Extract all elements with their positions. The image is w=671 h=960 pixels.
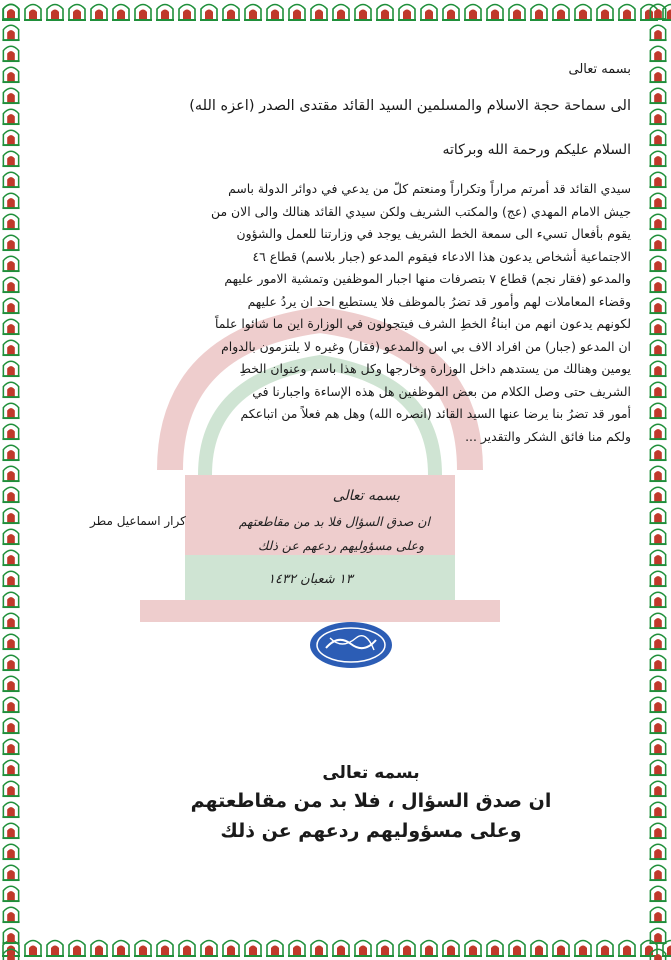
border-ornament-icon — [0, 945, 22, 960]
handwritten-line-1: ان صدق السؤال فلا بد من مقاطعتهم — [238, 514, 430, 529]
border-ornament-icon — [647, 651, 669, 672]
border-ornament-icon — [44, 0, 66, 22]
letter-body-line: أمور قد تضرُ بنا يرضا عنها السيد القائد (انصره الله) وهل هم فعلاً من اتباعكم — [240, 406, 631, 421]
border-ornament-icon — [647, 21, 669, 42]
border-ornament-icon — [647, 819, 669, 840]
border-ornament-icon — [0, 861, 22, 882]
border-ornament-icon — [647, 714, 669, 735]
border-ornament-icon — [308, 0, 330, 22]
border-ornament-icon — [647, 798, 669, 819]
border-ornament-icon — [0, 21, 22, 42]
border-ornament-icon — [0, 462, 22, 483]
border-ornament-icon — [0, 294, 22, 315]
letter-body — [97, 178, 631, 448]
border-ornament-icon — [647, 630, 669, 651]
border-ornament-icon — [0, 420, 22, 441]
letter-body-line: يقوم بأفعال تسيء الى سمعة الخط الشريف يوجد في وزارتنا للعمل والشؤون — [236, 226, 631, 241]
printed-reply — [171, 760, 571, 846]
border-ornament-icon — [0, 0, 22, 21]
letter-page — [40, 40, 631, 920]
border-ornament-icon — [0, 336, 22, 357]
border-ornament-icon — [22, 936, 44, 958]
letter-body-line: الشريف حتى وصل الكلام من بعض الموظفين هل هذه الإساءة واجبارنا في — [252, 383, 631, 399]
border-ornament-icon — [647, 693, 669, 714]
border-ornament-icon — [647, 609, 669, 630]
border-ornament-icon — [647, 63, 669, 84]
border-ornament-icon — [0, 735, 22, 756]
border-ornament-icon — [374, 936, 396, 958]
border-ornament-icon — [286, 0, 308, 22]
border-ornament-icon — [0, 651, 22, 672]
border-ornament-icon — [0, 63, 22, 84]
sender-name: كرار اسماعيل مطر — [90, 514, 186, 528]
border-ornament-icon — [616, 0, 638, 22]
border-ornament-icon — [110, 936, 132, 958]
letter-body-line: الاجتماعية أشخاص يدعون هذا الادعاء فيقوم المدعو (جبار بلاسم) قطاع ٤٦ — [252, 248, 631, 264]
border-ornament-icon — [647, 840, 669, 861]
border-ornament-icon — [462, 0, 484, 22]
border-ornament-icon — [0, 84, 22, 105]
border-ornament-icon — [550, 0, 572, 22]
border-ornament-icon — [66, 0, 88, 22]
border-ornament-icon — [0, 441, 22, 462]
border-ornament-icon — [647, 504, 669, 525]
border-ornament-icon — [647, 672, 669, 693]
border-ornament-icon — [647, 441, 669, 462]
border-ornament-icon — [528, 936, 550, 958]
border-ornament-icon — [647, 0, 669, 21]
border-ornament-icon — [647, 399, 669, 420]
border-ornament-icon — [647, 126, 669, 147]
letter-body-line: وقضاء المعاملات لهم وأمور قد تضرُ بالموظف فلا يستطيع احد ان يردُ عليهم — [247, 293, 631, 309]
border-ornament-icon — [647, 168, 669, 189]
border-ornament-icon — [647, 294, 669, 315]
letter-basmala: بسمه تعالى — [568, 62, 631, 77]
border-ornament-icon — [396, 0, 418, 22]
border-ornament-icon — [330, 0, 352, 22]
border-ornament-icon — [0, 105, 22, 126]
border-ornament-icon — [0, 609, 22, 630]
border-ornament-icon — [220, 0, 242, 22]
letter-body-line: سيدي القائد قد أمرتم مراراً وتكراراً ومنعتم كلّ من يدعي في دوائر الدولة باسم — [228, 181, 631, 196]
border-ornament-icon — [0, 546, 22, 567]
border-ornament-icon — [0, 798, 22, 819]
border-ornament-icon — [616, 936, 638, 958]
border-ornament-icon — [0, 693, 22, 714]
border-ornament-icon — [0, 504, 22, 525]
border-ornament-icon — [647, 378, 669, 399]
border-ornament-icon — [352, 0, 374, 22]
handwritten-line-2: وعلى مسؤوليهم ردعهم عن ذلك — [258, 538, 424, 553]
border-ornament-icon — [462, 936, 484, 958]
border-ornament-icon — [0, 924, 22, 945]
printed-reply-line-2: وعلى مسؤوليهم ردعهم عن ذلك — [220, 820, 522, 842]
border-ornament-icon — [286, 936, 308, 958]
border-ornament-icon — [647, 210, 669, 231]
border-ornament-icon — [506, 936, 528, 958]
border-ornament-icon — [0, 903, 22, 924]
border-ornament-icon — [0, 231, 22, 252]
border-ornament-icon — [647, 735, 669, 756]
border-ornament-icon — [0, 714, 22, 735]
letter-body-line: والمدعو (فقار نجم) قطاع ٧ بتصرفات منها اجبار الموظفين وتمشية الامور عليهم — [224, 271, 631, 286]
border-ornament-icon — [647, 861, 669, 882]
official-seal — [308, 620, 394, 670]
border-ornament-icon — [242, 936, 264, 958]
border-ornament-icon — [176, 936, 198, 958]
border-ornament-icon — [0, 819, 22, 840]
handwritten-reply — [220, 488, 430, 568]
border-ornament-icon — [647, 189, 669, 210]
border-ornament-icon — [647, 525, 669, 546]
letter-body-line: يومين وهنالك من يستدهم داخل الوزارة وخارجها وكل هذا باسم وعنوان الخطِ — [239, 361, 631, 376]
border-ornament-icon — [0, 189, 22, 210]
border-ornament-icon — [647, 567, 669, 588]
border-ornament-icon — [0, 630, 22, 651]
border-ornament-icon — [0, 252, 22, 273]
border-ornament-icon — [647, 546, 669, 567]
border-ornament-icon — [0, 882, 22, 903]
border-ornament-icon — [647, 777, 669, 798]
letter-greeting: السلام عليكم ورحمة الله وبركاته — [442, 142, 631, 158]
border-ornament-icon — [0, 126, 22, 147]
border-ornament-icon — [154, 936, 176, 958]
border-ornament-icon — [264, 0, 286, 22]
border-ornament-icon — [0, 168, 22, 189]
border-ornament-icon — [132, 936, 154, 958]
letter-body-line: لكونهم يدعون انهم من ابناءُ الخطِ الشرف فيتجولون في الوزارة اين ما شائوا علماً — [214, 316, 631, 331]
border-ornament-icon — [132, 0, 154, 22]
border-ornament-icon — [0, 777, 22, 798]
letter-body-line: جيش الامام المهدي (عج) والمكتب الشريف ولكن سيدي القائد هنالك والى الان من — [211, 203, 631, 219]
border-ornament-icon — [528, 0, 550, 22]
border-ornament-icon — [352, 936, 374, 958]
border-ornament-icon — [88, 0, 110, 22]
border-ornament-icon — [66, 936, 88, 958]
border-ornament-icon — [594, 936, 616, 958]
border-ornament-icon — [0, 483, 22, 504]
border-ornament-icon — [647, 903, 669, 924]
border-ornament-icon — [22, 0, 44, 22]
border-ornament-icon — [647, 882, 669, 903]
border-ornament-icon — [572, 0, 594, 22]
letter-addressee: الى سماحة حجة الاسلام والمسلمين السيد القائد مقتدى الصدر (اعزه الله) — [189, 98, 631, 114]
border-bottom — [0, 936, 671, 960]
border-top — [0, 0, 671, 24]
border-ornament-icon — [0, 672, 22, 693]
border-ornament-icon — [110, 0, 132, 22]
border-ornament-icon — [506, 0, 528, 22]
border-ornament-icon — [484, 936, 506, 958]
border-ornament-icon — [550, 936, 572, 958]
border-ornament-icon — [647, 924, 669, 945]
border-ornament-icon — [88, 936, 110, 958]
border-ornament-icon — [647, 420, 669, 441]
border-ornament-icon — [647, 945, 669, 960]
handwritten-date: ١٣ شعبان ١٤٣٢ — [268, 572, 353, 587]
border-ornament-icon — [330, 936, 352, 958]
border-ornament-icon — [647, 105, 669, 126]
border-ornament-icon — [176, 0, 198, 22]
border-ornament-icon — [308, 936, 330, 958]
border-ornament-icon — [0, 399, 22, 420]
border-ornament-icon — [0, 315, 22, 336]
border-ornament-icon — [647, 84, 669, 105]
border-ornament-icon — [647, 462, 669, 483]
border-ornament-icon — [647, 588, 669, 609]
border-ornament-icon — [264, 936, 286, 958]
border-ornament-icon — [0, 210, 22, 231]
border-ornament-icon — [572, 936, 594, 958]
border-ornament-icon — [0, 42, 22, 63]
border-ornament-icon — [647, 756, 669, 777]
border-ornament-icon — [242, 0, 264, 22]
border-ornament-icon — [647, 273, 669, 294]
border-ornament-icon — [0, 525, 22, 546]
border-ornament-icon — [594, 0, 616, 22]
border-ornament-icon — [647, 252, 669, 273]
border-ornament-icon — [0, 567, 22, 588]
letter-body-line: ان المدعو (جبار) من افراد الاف بي اس والمدعو (فقار) وغيره لا يلتزمون بالدوام — [221, 338, 631, 354]
border-ornament-icon — [484, 0, 506, 22]
handwritten-basmala: بسمه تعالى — [332, 488, 400, 504]
border-ornament-icon — [44, 936, 66, 958]
border-ornament-icon — [647, 336, 669, 357]
border-ornament-icon — [396, 936, 418, 958]
border-ornament-icon — [0, 840, 22, 861]
border-ornament-icon — [374, 0, 396, 22]
printed-reply-line-1: ان صدق السؤال ، فلا بد من مقاطعتهم — [190, 790, 552, 812]
border-ornament-icon — [0, 147, 22, 168]
border-ornament-icon — [198, 936, 220, 958]
border-ornament-icon — [0, 357, 22, 378]
letter-body-line: ولكم منا فائق الشكر والتقدير ... — [465, 428, 631, 444]
border-right — [647, 0, 671, 960]
border-ornament-icon — [440, 0, 462, 22]
border-ornament-icon — [220, 936, 242, 958]
border-ornament-icon — [647, 483, 669, 504]
border-ornament-icon — [418, 936, 440, 958]
border-ornament-icon — [154, 0, 176, 22]
printed-reply-basmala: بسمه تعالى — [322, 763, 420, 783]
border-ornament-icon — [647, 315, 669, 336]
border-ornament-icon — [418, 0, 440, 22]
border-ornament-icon — [198, 0, 220, 22]
border-left — [0, 0, 24, 960]
border-ornament-icon — [647, 357, 669, 378]
border-ornament-icon — [647, 147, 669, 168]
border-ornament-icon — [0, 588, 22, 609]
border-ornament-icon — [0, 756, 22, 777]
border-ornament-icon — [440, 936, 462, 958]
border-ornament-icon — [647, 42, 669, 63]
border-ornament-icon — [647, 231, 669, 252]
border-ornament-icon — [0, 378, 22, 399]
border-ornament-icon — [0, 273, 22, 294]
